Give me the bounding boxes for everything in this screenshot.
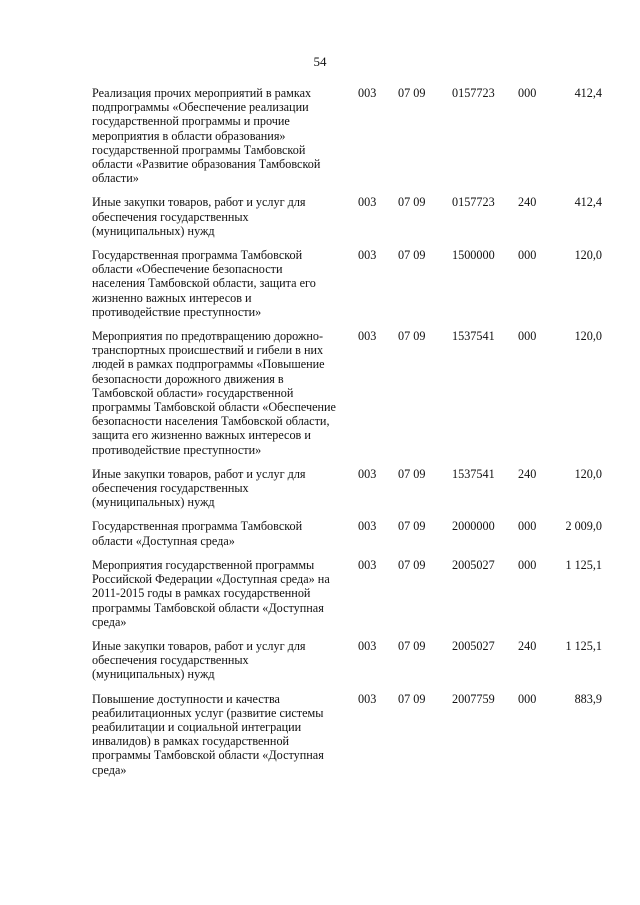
row-amount: 1 125,1 xyxy=(565,557,602,572)
row-section: 07 09 xyxy=(398,86,426,100)
row-name: Государственная программа Тамбовской области «Доступная среда» xyxy=(92,519,303,548)
row-name: Повышение доступности и качества реабилитационных услуг (развитие системы реабилитации и социальной интеграции инвалидов) в рамках государственной программы Тамбовской области «Доступная среда» xyxy=(92,691,324,777)
table-row xyxy=(92,86,602,185)
row-name: Мероприятия государственной программы Российской Федерации «Доступная среда» на 2011-2015 годы в рамках государственной программы Тамбовской области «Доступная среда» xyxy=(92,557,330,629)
budget-table xyxy=(92,86,602,777)
row-section: 07 09 xyxy=(398,329,426,344)
row-section: 07 09 xyxy=(398,248,426,263)
row-target-article: 2007759 xyxy=(452,691,495,706)
row-amount: 120,0 xyxy=(574,248,602,263)
row-expense-type: 240 xyxy=(518,466,537,481)
row-expense-type: 000 xyxy=(518,691,537,706)
row-section: 07 09 xyxy=(398,195,426,210)
table-row xyxy=(92,329,602,457)
row-target-article: 1500000 xyxy=(452,248,495,263)
row-section: 07 09 xyxy=(398,557,426,572)
row-code: 003 xyxy=(358,248,377,263)
row-name: Иные закупки товаров, работ и услуг для обеспечения государственных (муниципальных) нужд xyxy=(92,466,306,510)
row-expense-type: 000 xyxy=(518,248,537,263)
row-target-article: 0157723 xyxy=(452,86,495,100)
row-name: Иные закупки товаров, работ и услуг для обеспечения государственных (муниципальных) нужд xyxy=(92,195,306,238)
row-expense-type: 000 xyxy=(518,86,537,100)
row-section: 07 09 xyxy=(398,519,426,534)
row-code: 003 xyxy=(358,329,377,344)
row-section: 07 09 xyxy=(398,691,426,706)
table-row xyxy=(92,639,602,682)
row-name: Мероприятия по предотвращению дорожно-транспортных происшествий и гибели в них людей в рамках подпрограммы «Повышение безопасности дорожного движения в Тамбовской области» государственной программы Тамбовской области «Обеспечение безопасности населения Тамбовской области, защита его жизненно важных интересов и противодействие преступности» xyxy=(92,329,336,457)
row-expense-type: 000 xyxy=(518,519,537,534)
table-row xyxy=(92,692,602,777)
row-target-article: 2005027 xyxy=(452,638,495,653)
row-expense-type: 000 xyxy=(518,329,537,344)
row-target-article: 2005027 xyxy=(452,557,495,572)
table-row xyxy=(92,248,602,319)
row-amount: 412,4 xyxy=(574,86,602,100)
row-amount: 883,9 xyxy=(574,691,602,706)
row-expense-type: 240 xyxy=(518,638,537,653)
row-name: Реализация прочих мероприятий в рамках подпрограммы «Обеспечение реализации государственной программы и прочие мероприятия в области образования» государственной программы Тамбовской области «Развитие образования Тамбовской области» xyxy=(92,86,321,186)
row-target-article: 1537541 xyxy=(452,329,495,344)
table-row xyxy=(92,519,602,547)
row-code: 003 xyxy=(358,195,377,210)
page-number: 54 xyxy=(313,54,327,69)
row-amount: 120,0 xyxy=(574,329,602,344)
row-code: 003 xyxy=(358,466,377,481)
row-code: 003 xyxy=(358,86,377,100)
row-name: Государственная программа Тамбовской области «Обеспечение безопасности населения Тамбовской области, защита его жизненно важных интересов и противодействие преступности» xyxy=(92,248,316,319)
row-target-article: 1537541 xyxy=(452,466,495,481)
row-code: 003 xyxy=(358,638,377,653)
row-target-article: 0157723 xyxy=(452,195,495,210)
row-amount: 120,0 xyxy=(574,466,602,481)
table-row xyxy=(92,195,602,238)
table-row xyxy=(92,467,602,510)
row-amount: 1 125,1 xyxy=(565,638,602,653)
table-row xyxy=(92,558,602,629)
row-section: 07 09 xyxy=(398,638,426,653)
row-target-article: 2000000 xyxy=(452,519,495,534)
row-expense-type: 240 xyxy=(518,195,537,210)
row-code: 003 xyxy=(358,557,377,572)
row-amount: 412,4 xyxy=(574,195,602,210)
row-code: 003 xyxy=(358,519,377,534)
row-name: Иные закупки товаров, работ и услуг для обеспечения государственных (муниципальных) нужд xyxy=(92,638,306,682)
row-expense-type: 000 xyxy=(518,557,537,572)
row-section: 07 09 xyxy=(398,466,426,481)
row-amount: 2 009,0 xyxy=(565,519,602,534)
row-code: 003 xyxy=(358,691,377,706)
